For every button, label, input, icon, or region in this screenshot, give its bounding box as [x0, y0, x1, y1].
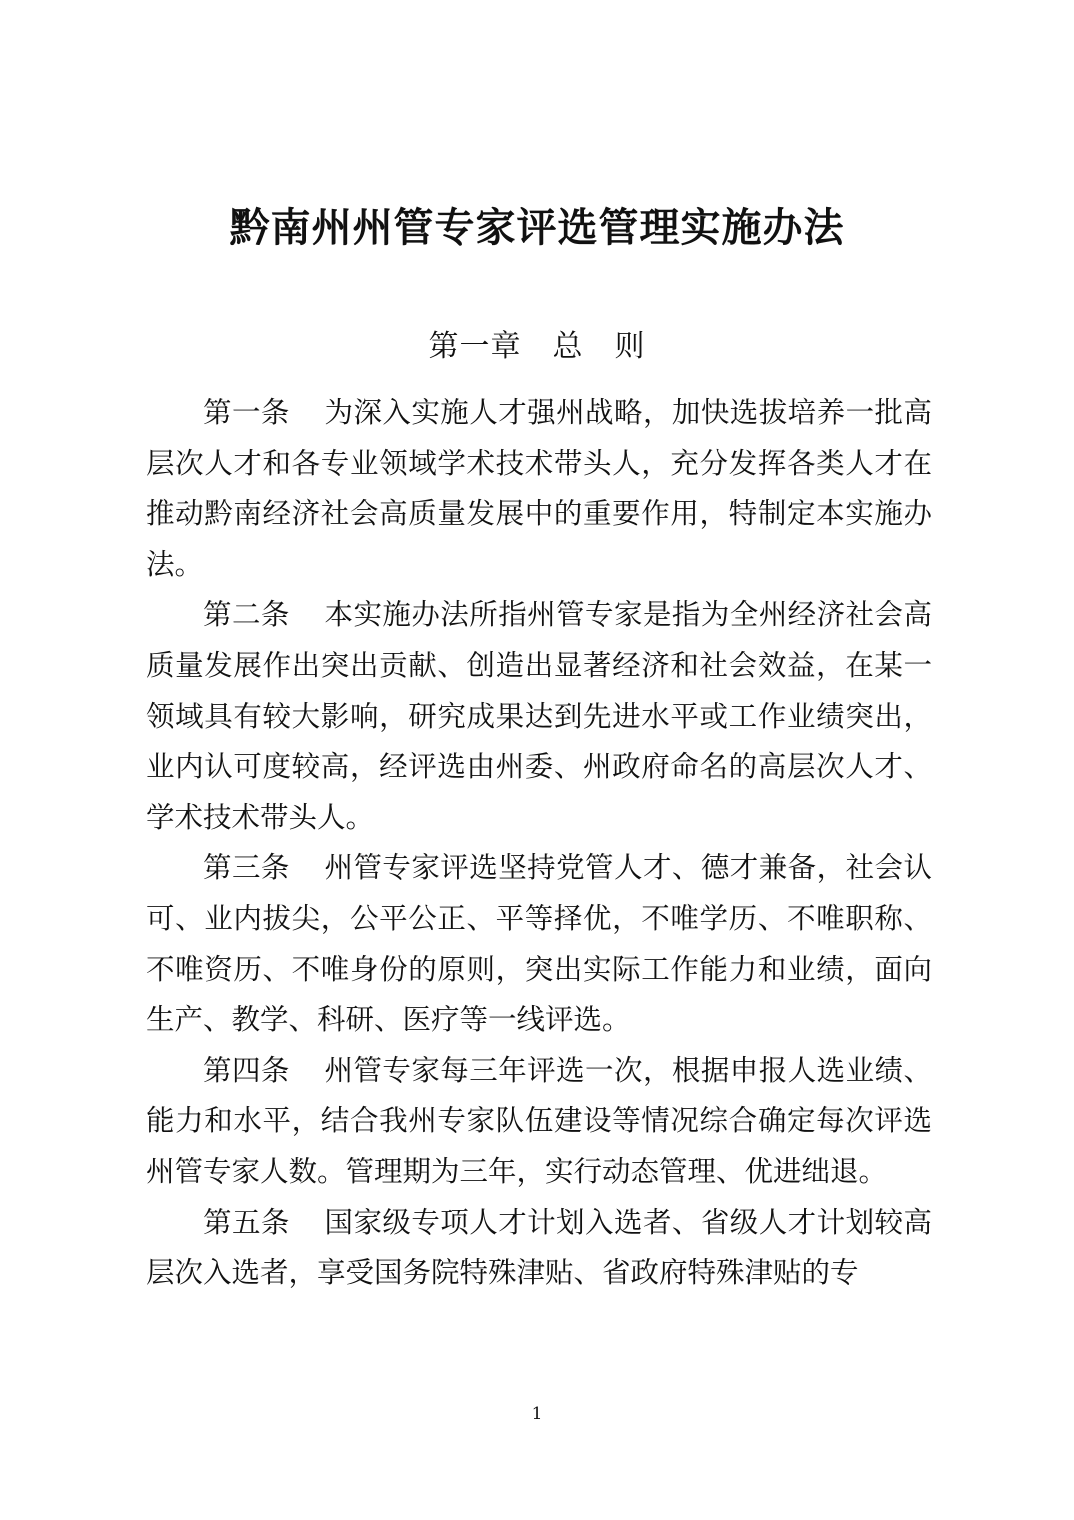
article-text: 本实施办法所指州管专家是指为全州经济社会高质量发展作出突出贡献、创造出显著经济和社会效益，在某一领域具有较大影响，研究成果达到先进水平或工作业绩突出，业内认可度较高，经评选由州委、州政府命名的高层次人才、学术技术带头人。: [146, 598, 932, 834]
document-title: 黔南州州管专家评选管理实施办法: [229, 204, 845, 251]
document-body: [146, 388, 932, 1299]
article-5: [146, 1198, 932, 1299]
article-label: 第二条: [203, 598, 290, 632]
article-4: [146, 1046, 932, 1198]
article-text: 州管专家评选坚持党管人才、德才兼备，社会认可、业内拔尖，公平公正、平等择优，不唯学历、不唯职称、不唯资历、不唯身份的原则，突出实际工作能力和业绩，面向生产、教学、科研、医疗等一线评选。: [146, 851, 932, 1037]
chapter-heading: 第一章 总 则: [428, 329, 646, 364]
article-text: 州管专家每三年评选一次，根据申报人选业绩、能力和水平，结合我州专家队伍建设等情况综合确定每次评选州管专家人数。管理期为三年，实行动态管理、优进绌退。: [146, 1053, 932, 1188]
article-3: [146, 843, 932, 1045]
article-text: 为深入实施人才强州战略，加快选拔培养一批高层次人才和各专业领域学术技术带头人，充分发挥各类人才在推动黔南经济社会高质量发展中的重要作用，特制定本实施办法。: [146, 396, 932, 581]
article-text: 国家级专项人才计划入选者、省级人才计划较高层次入选者，享受国务院特殊津贴、省政府特殊津贴的专: [146, 1205, 932, 1290]
article-2: [146, 590, 932, 843]
article-label: 第三条: [203, 851, 290, 885]
article-1: [146, 388, 932, 590]
article-label: 第四条: [203, 1053, 290, 1087]
page-number: 1: [531, 1404, 543, 1424]
article-label: 第一条: [203, 396, 290, 429]
article-label: 第五条: [203, 1205, 290, 1239]
